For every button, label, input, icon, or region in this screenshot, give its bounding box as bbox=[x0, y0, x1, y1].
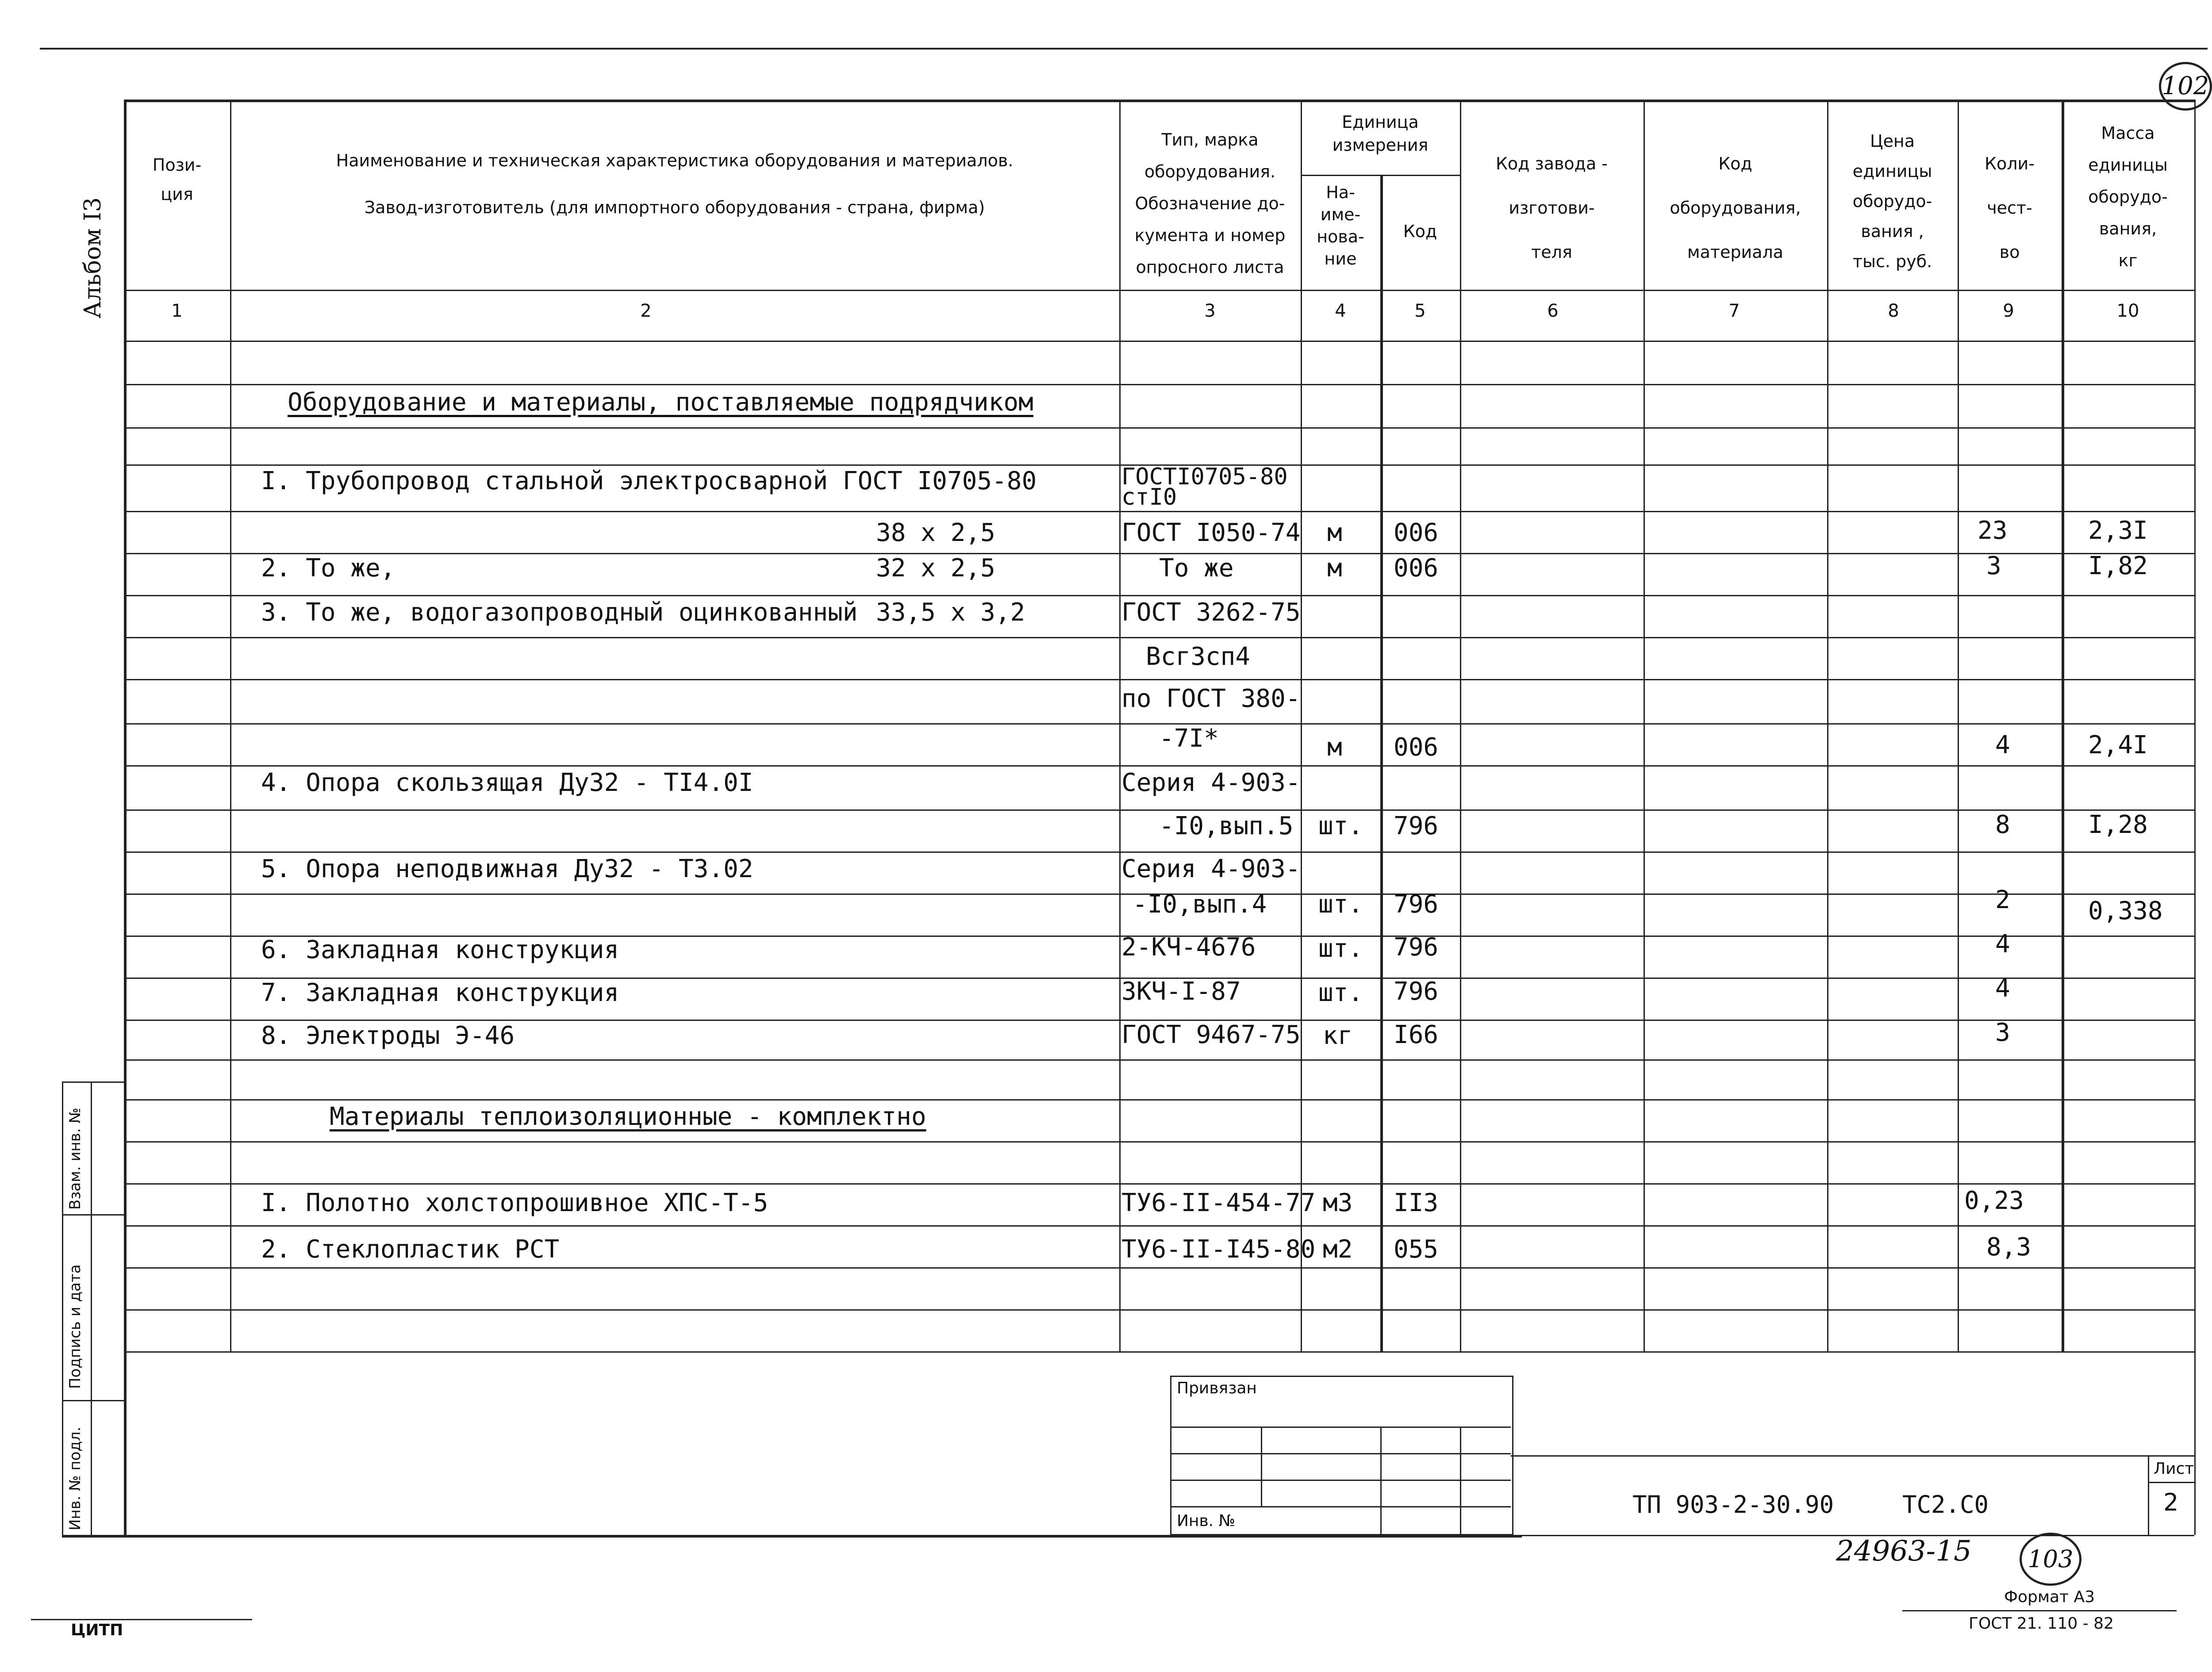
format-label: Формат А3 bbox=[2004, 1588, 2095, 1606]
row2-1-type: ТУ6-II-454-77 bbox=[1121, 1189, 1316, 1217]
side-frame-left bbox=[62, 1081, 63, 1535]
row-2-code: 006 bbox=[1394, 554, 1439, 583]
colnum-5: 5 bbox=[1414, 301, 1426, 321]
row-3-name: 3. То же, водогазопроводный оцинкованный bbox=[261, 598, 858, 627]
row-2-name: 2. То же, bbox=[261, 554, 396, 583]
side-vzam: Взам. инв. № bbox=[66, 1108, 84, 1210]
frame-right bbox=[2194, 100, 2196, 1535]
hdr-col10: Масса единицы оборудо- вания, кг bbox=[2088, 123, 2168, 270]
row-5b-type: -I0,вып.4 bbox=[1133, 890, 1267, 919]
col-line bbox=[1958, 100, 1959, 1351]
colnum-3: 3 bbox=[1204, 301, 1216, 321]
row2-2-name: 2. Стеклопластик РСТ bbox=[261, 1235, 560, 1264]
hdr-col6: Код завода - изготови- теля bbox=[1495, 154, 1608, 262]
top-rule bbox=[40, 48, 2208, 50]
hdr-unit-group: Единица измерения bbox=[1332, 112, 1429, 155]
col-line bbox=[1460, 100, 1461, 1351]
side-sep bbox=[62, 1214, 124, 1216]
stamp-vline bbox=[1460, 1427, 1461, 1535]
privyazan-stamp bbox=[1170, 1376, 1513, 1535]
doc-code: ТП 903-2-30.90 bbox=[1632, 1491, 1834, 1519]
row-4b-unit: шт. bbox=[1318, 812, 1363, 840]
colnum-2: 2 bbox=[640, 301, 652, 321]
row-2-mass: I,82 bbox=[2088, 552, 2148, 580]
colnum-6: 6 bbox=[1547, 301, 1559, 321]
row2-2-code: 055 bbox=[1394, 1235, 1439, 1264]
row2-2-unit: м2 bbox=[1323, 1235, 1353, 1264]
row-line bbox=[124, 595, 2194, 596]
colnum-10: 10 bbox=[2116, 301, 2139, 321]
row-7-type: ЗКЧ-I-87 bbox=[1121, 977, 1241, 1006]
row-6-qty: 4 bbox=[1995, 930, 2010, 959]
row-8-code: I66 bbox=[1394, 1020, 1439, 1049]
sheet-label-line bbox=[2148, 1482, 2194, 1483]
frame-top bbox=[124, 100, 2194, 102]
stamp-vline bbox=[1380, 1427, 1382, 1535]
row-line bbox=[124, 637, 2194, 638]
row-4b-mass: I,28 bbox=[2088, 810, 2148, 839]
row-line bbox=[124, 1099, 2194, 1101]
row-4-name: 4. Опора скользящая Ду32 - ТI4.0I bbox=[261, 768, 753, 797]
row-6-unit: шт. bbox=[1318, 934, 1363, 963]
frame-left bbox=[124, 100, 127, 1535]
colnum-4: 4 bbox=[1335, 301, 1346, 321]
row-line bbox=[124, 765, 2194, 767]
org-label: ЦИТП bbox=[71, 1621, 123, 1639]
row-7-unit: шт. bbox=[1318, 978, 1363, 1007]
hdr-col8: Цена единицы оборудо- вания , тыс. руб. bbox=[1852, 131, 1932, 271]
sheet-label: Лист bbox=[2154, 1460, 2194, 1478]
section-title-contractor: Оборудование и материалы, поставляемые подрядчиком bbox=[288, 388, 1033, 417]
side-podpis: Подпись и дата bbox=[66, 1264, 84, 1389]
row-1b-size: 38 х 2,5 bbox=[876, 518, 995, 547]
circled-number: 103 bbox=[2020, 1533, 2081, 1586]
row-3d-mass: 2,4I bbox=[2088, 731, 2148, 759]
row-4b-code: 796 bbox=[1394, 812, 1439, 840]
row-line bbox=[124, 851, 2194, 853]
sheet-divider bbox=[2148, 1455, 2149, 1535]
row-6-code: 796 bbox=[1394, 933, 1439, 962]
row-line bbox=[124, 1267, 2194, 1269]
colnum-1: 1 bbox=[171, 301, 183, 321]
footer-rule bbox=[31, 1619, 252, 1620]
col-line bbox=[230, 100, 231, 1351]
inv-no-label: Инв. № bbox=[1177, 1512, 1236, 1530]
row-5b-unit: шт. bbox=[1318, 890, 1363, 919]
doc-mark: ТС2.С0 bbox=[1902, 1491, 1989, 1519]
row-5-type: Серия 4-903- bbox=[1121, 855, 1301, 883]
row-1b-qty: 23 bbox=[1978, 516, 2008, 545]
row2-1-name: I. Полотно холстопрошивное ХПС-Т-5 bbox=[261, 1189, 768, 1217]
row2-2-qty: 8,3 bbox=[1986, 1233, 2032, 1262]
row-3d-unit: м bbox=[1327, 733, 1342, 762]
colnum-7: 7 bbox=[1728, 301, 1740, 321]
row-line bbox=[124, 809, 2194, 811]
row-line bbox=[124, 1309, 2194, 1311]
row-8-qty: 3 bbox=[1995, 1018, 2010, 1047]
row-3c-type: по ГОСТ 380- bbox=[1121, 684, 1301, 713]
hdr-col2: Наименование и техническая характеристика оборудования и материалов. Завод-изготовитель (для импортного оборудования - страна, фирма) bbox=[336, 151, 1014, 217]
stamp-vline bbox=[1261, 1427, 1262, 1506]
row-line bbox=[124, 679, 2194, 680]
row-4-type: Серия 4-903- bbox=[1121, 768, 1301, 797]
row-4b-type: -I0,вып.5 bbox=[1159, 812, 1294, 840]
row-7-code: 796 bbox=[1394, 977, 1439, 1006]
col-line bbox=[1827, 100, 1828, 1351]
col-line bbox=[1380, 175, 1383, 1351]
section-title-insulation: Материалы теплоизоляционные - комплектно bbox=[330, 1102, 926, 1131]
colnum-bottom-line bbox=[124, 341, 2194, 342]
row-1-name: I. Трубопровод стальной электросварной ГОСТ I0705-80 bbox=[261, 467, 1037, 495]
row-3d-code: 006 bbox=[1394, 733, 1439, 762]
row-8-type: ГОСТ 9467-75 bbox=[1121, 1020, 1301, 1049]
col-line bbox=[1119, 100, 1121, 1351]
row2-1-qty: 0,23 bbox=[1964, 1186, 2024, 1215]
side-inv-podl: Инв. № подл. bbox=[66, 1427, 84, 1530]
hdr-col5: Код bbox=[1403, 222, 1437, 241]
row-8-unit: кг bbox=[1323, 1021, 1353, 1050]
row2-1-code: II3 bbox=[1394, 1189, 1439, 1217]
row-3b-type: ВсгЗсп4 bbox=[1146, 642, 1251, 671]
row-7-name: 7. Закладная конструкция bbox=[261, 978, 619, 1007]
row-line bbox=[124, 1351, 2194, 1353]
side-sep bbox=[62, 1400, 124, 1401]
row-2-type: То же bbox=[1159, 554, 1234, 583]
hdr-col1: Пози- ция bbox=[152, 155, 202, 204]
row-2-qty: 3 bbox=[1986, 552, 2001, 580]
row2-2-type: ТУ6-II-I45-80 bbox=[1121, 1235, 1316, 1264]
hdr-col3: Тип, марка оборудования. Обозначение до- кумента и номер опросного листа bbox=[1134, 130, 1286, 277]
row-1b-mass: 2,3I bbox=[2088, 516, 2148, 545]
sheet-number: 2 bbox=[2163, 1488, 2179, 1516]
row-6-type: 2-КЧ-4676 bbox=[1121, 933, 1256, 962]
row-1b-code: 006 bbox=[1394, 518, 1439, 547]
title-block-top bbox=[1511, 1455, 2194, 1457]
row-line bbox=[124, 1059, 2194, 1061]
colnum-9: 9 bbox=[2003, 301, 2014, 321]
gost-label: ГОСТ 21. 110 - 82 bbox=[1969, 1614, 2114, 1633]
album-label: Альбом I3 bbox=[80, 197, 106, 318]
row-5b-mass: 0,338 bbox=[2088, 897, 2163, 925]
row-line bbox=[124, 511, 2194, 512]
col-line bbox=[1301, 100, 1302, 1351]
row-line bbox=[124, 427, 2194, 429]
row-3-size: 33,5 х 3,2 bbox=[876, 598, 1025, 627]
row-5b-qty: 2 bbox=[1995, 886, 2010, 914]
row-line bbox=[124, 384, 2194, 385]
hdr-col7: Код оборудования, материала bbox=[1670, 154, 1801, 262]
row-4b-qty: 8 bbox=[1995, 810, 2010, 839]
row-1-type: ГОСТI0705-80 стI0 bbox=[1121, 464, 1288, 510]
row-6-name: 6. Закладная конструкция bbox=[261, 936, 619, 964]
hdr-col4: На- име- нова- ние bbox=[1317, 183, 1364, 268]
side-frame-top bbox=[62, 1081, 124, 1083]
col-line bbox=[1644, 100, 1645, 1351]
row-5b-code: 796 bbox=[1394, 890, 1439, 919]
row2-1-unit: м3 bbox=[1323, 1189, 1353, 1217]
page-badge: 102 bbox=[2159, 62, 2212, 111]
row-8-name: 8. Электроды Э-46 bbox=[261, 1021, 515, 1050]
side-frame-mid bbox=[91, 1081, 92, 1535]
row-3d-type: -7I* bbox=[1159, 724, 1219, 753]
header-bottom-line bbox=[124, 290, 2194, 291]
row-5-name: 5. Опора неподвижная Ду32 - Т3.02 bbox=[261, 855, 753, 883]
hdr-col9: Коли- чест- во bbox=[1985, 154, 2035, 262]
row-line bbox=[124, 1141, 2194, 1143]
handwritten-number: 24963-15 bbox=[1836, 1535, 1972, 1568]
col-line bbox=[2062, 100, 2064, 1351]
row-line bbox=[124, 1183, 2194, 1185]
colnum-8: 8 bbox=[1888, 301, 1899, 321]
row-line bbox=[124, 1225, 2194, 1227]
row-1b-unit: м bbox=[1327, 518, 1342, 547]
row-7-qty: 4 bbox=[1995, 974, 2010, 1003]
privyazan-label: Привязан bbox=[1177, 1379, 1257, 1397]
row-3d-qty: 4 bbox=[1995, 731, 2010, 759]
row-1b-type: ГОСТ I050-74 bbox=[1121, 518, 1301, 547]
row-3-type: ГОСТ 3262-75 bbox=[1121, 598, 1301, 627]
row-2-size: 32 х 2,5 bbox=[876, 554, 995, 583]
footer-rule-right bbox=[1902, 1610, 2177, 1611]
row-2-unit: м bbox=[1327, 554, 1342, 583]
